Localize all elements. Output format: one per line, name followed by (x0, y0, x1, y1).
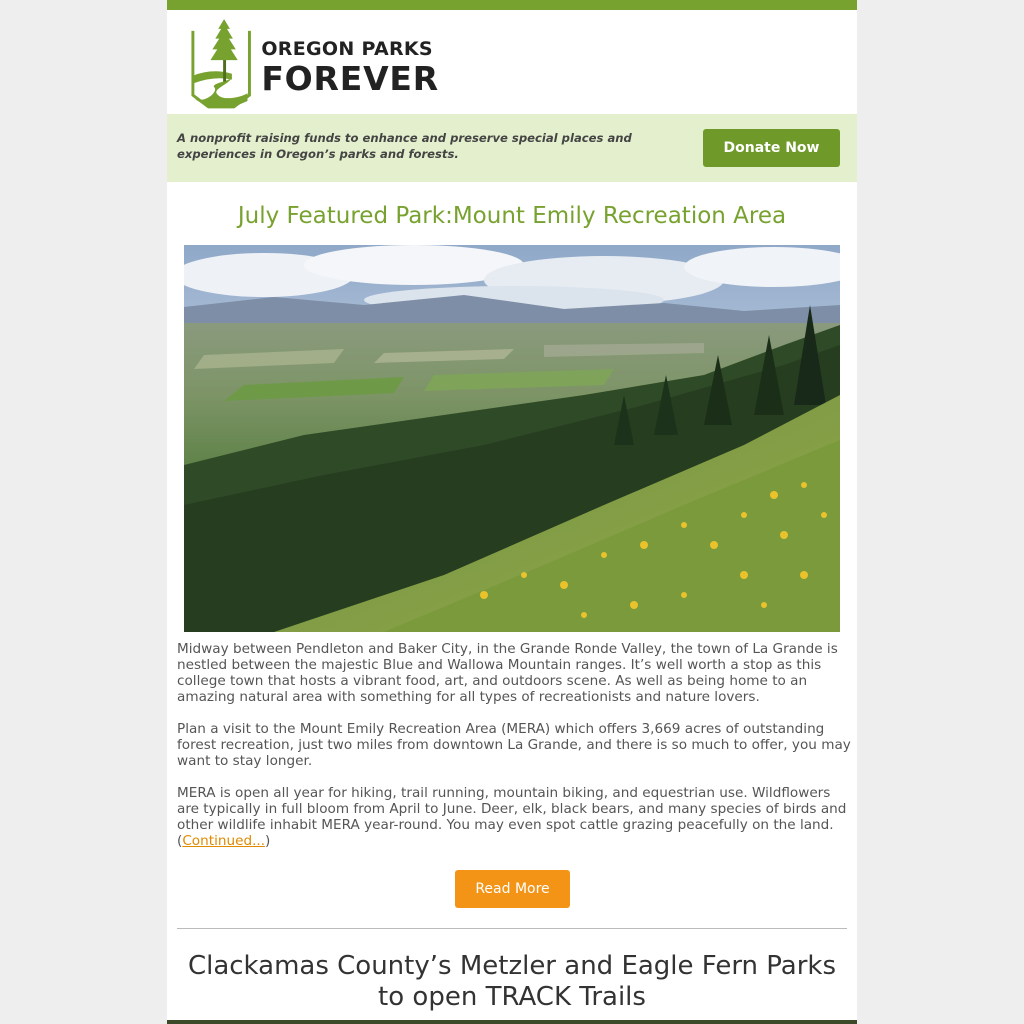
article2-title[interactable]: Clackamas County’s Metzler and Eagle Fern Parks to open TRACK Trails (187, 951, 837, 1012)
closing-paren: ) (265, 833, 271, 849)
paragraph-3 (177, 785, 853, 849)
logo[interactable] (189, 16, 439, 112)
tree-in-shield-icon (189, 16, 253, 112)
paragraph-1: Midway between Pendleton and Baker City, in the Grande Ronde Valley, the town of La Grande is nestled between the majestic Blue and Wallowa Mountain ranges. It’s well worth a stop as this college town that hosts a vibrant food, art, and outdoors scene. As well as being home to an amazing natural area with something for all types of recreationists and nature lovers. (177, 641, 838, 705)
logo-line1: OREGON PARKS (261, 37, 433, 60)
featured-park-title[interactable]: July Featured Park:Mount Emily Recreation Area (237, 203, 787, 229)
header (167, 10, 857, 114)
hero-image[interactable] (184, 245, 840, 632)
top-accent-bar (167, 0, 857, 10)
tagline-bar (167, 114, 857, 182)
featured-body (177, 641, 853, 865)
donate-now-button[interactable]: Donate Now (703, 129, 840, 167)
tagline: A nonprofit raising funds to enhance and preserve special places and experiences in Oregon’s parks and forests. (177, 131, 632, 161)
logo-text (261, 34, 439, 98)
article2-image-top (167, 1020, 857, 1024)
section-divider (177, 928, 847, 929)
paragraph-2: Plan a visit to the Mount Emily Recreation Area (MERA) which offers 3,669 acres of outstanding forest recreation, just two miles from downtown La Grande, and there is so much to offer, you may want to stay longer. (177, 721, 851, 769)
paragraph-3-text: MERA is open all year for hiking, trail running, mountain biking, and equestrian use. Wildflowers are typically in full bloom from April to June. Deer, elk, black bears, and many species of birds and other wildlife inhabit MERA year-round. You may even spot cattle grazing peacefully on the land. ( (177, 785, 847, 849)
logo-line2: FOREVER (261, 58, 439, 98)
read-more-button[interactable]: Read More (455, 870, 570, 908)
email-container (167, 0, 857, 1024)
mountain-valley-photo (184, 245, 840, 632)
continued-link[interactable]: Continued... (182, 833, 266, 849)
